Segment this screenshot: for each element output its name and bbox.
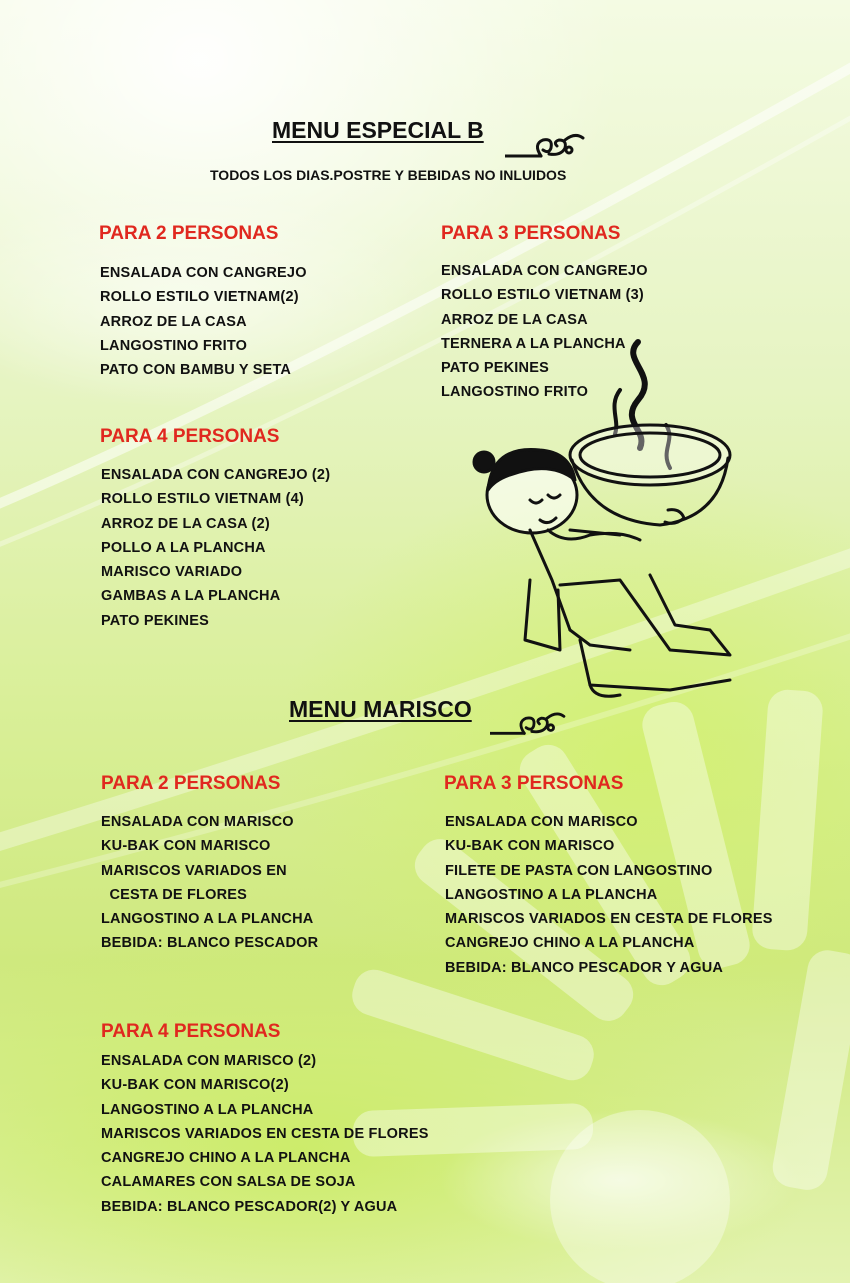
list-item: KU-BAK CON MARISCO	[445, 838, 615, 855]
list-item: LANGOSTINO FRITO	[100, 337, 248, 354]
list-item: ARROZ DE LA CASA	[100, 313, 247, 330]
list-item: CANGREJO CHINO A LA PLANCHA	[101, 1150, 351, 1167]
list-item: BEBIDA: BLANCO PESCADOR	[101, 935, 319, 952]
list-item: MARISCO VARIADO	[101, 564, 243, 581]
list-item: BEBIDA: BLANCO PESCADOR(2) Y AGUA	[101, 1198, 398, 1215]
list-item: KU-BAK CON MARISCO	[101, 838, 271, 855]
list-item: PATO CON BAMBU Y SETA	[100, 362, 292, 379]
list-item: LANGOSTINO A LA PLANCHA	[445, 886, 658, 903]
list-item: CESTA DE FLORES	[101, 886, 247, 903]
especial-3-personas-title: PARA 3 PERSONAS	[441, 223, 621, 244]
list-item: ARROZ DE LA CASA (2)	[101, 515, 270, 532]
list-item: CALAMARES CON SALSA DE SOJA	[101, 1174, 356, 1191]
list-item: LANGOSTINO A LA PLANCHA	[101, 1101, 314, 1118]
list-item: MARISCOS VARIADOS EN CESTA DE FLORES	[445, 911, 773, 928]
list-item: BEBIDA: BLANCO PESCADOR Y AGUA	[445, 959, 724, 976]
menu-especial-title: MENU ESPECIAL B	[272, 117, 484, 143]
list-item: MARISCOS VARIADOS EN CESTA DE FLORES	[101, 1125, 429, 1142]
list-item: ENSALADA CON CANGREJO	[441, 263, 648, 279]
list-item: POLLO A LA PLANCHA	[101, 539, 266, 556]
list-item: ROLLO ESTILO VIETNAM(2)	[100, 289, 299, 306]
especial-2-personas-list	[100, 261, 307, 382]
list-item: ROLLO ESTILO VIETNAM (4)	[101, 491, 304, 508]
list-item: LANGOSTINO A LA PLANCHA	[101, 911, 314, 928]
list-item: ENSALADA CON MARISCO	[101, 814, 294, 830]
especial-4-personas-list	[101, 463, 330, 633]
marisco-3-personas-title: PARA 3 PERSONAS	[444, 773, 624, 794]
list-item: ARROZ DE LA CASA	[441, 311, 588, 328]
list-item: LANGOSTINO FRITO	[441, 384, 589, 401]
list-item: CANGREJO CHINO A LA PLANCHA	[445, 935, 695, 952]
list-item: ENSALADA CON MARISCO	[445, 814, 638, 830]
especial-2-personas-title: PARA 2 PERSONAS	[99, 223, 279, 244]
list-item: PATO PEKINES	[101, 612, 209, 629]
list-item: ROLLO ESTILO VIETNAM (3)	[441, 287, 644, 304]
menu-marisco-title: MENU MARISCO	[289, 696, 472, 722]
list-item: MARISCOS VARIADOS EN	[101, 862, 287, 879]
list-item: KU-BAK CON MARISCO(2)	[101, 1077, 289, 1094]
marisco-4-personas-title: PARA 4 PERSONAS	[101, 1021, 281, 1042]
marisco-3-personas-list	[445, 810, 773, 980]
list-item: ENSALADA CON MARISCO (2)	[101, 1053, 317, 1069]
marisco-2-personas-title: PARA 2 PERSONAS	[101, 773, 281, 794]
especial-3-personas-list	[441, 259, 648, 405]
list-item: TERNERA A LA PLANCHA	[441, 335, 626, 352]
list-item: FILETE DE PASTA CON LANGOSTINO	[445, 862, 713, 879]
list-item: GAMBAS A LA PLANCHA	[101, 588, 281, 605]
list-item: PATO PEKINES	[441, 360, 549, 377]
menu-especial-subtitle: TODOS LOS DIAS.POSTRE Y BEBIDAS NO INLUIDOS	[210, 167, 567, 183]
marisco-4-personas-list	[101, 1049, 429, 1219]
cloud-swirl-icon	[505, 126, 587, 162]
cloud-swirl-icon	[490, 705, 568, 739]
marisco-2-personas-list	[101, 810, 318, 956]
list-item: ENSALADA CON CANGREJO (2)	[101, 467, 331, 483]
list-item: ENSALADA CON CANGREJO	[100, 265, 307, 281]
especial-4-personas-title: PARA 4 PERSONAS	[100, 426, 280, 447]
